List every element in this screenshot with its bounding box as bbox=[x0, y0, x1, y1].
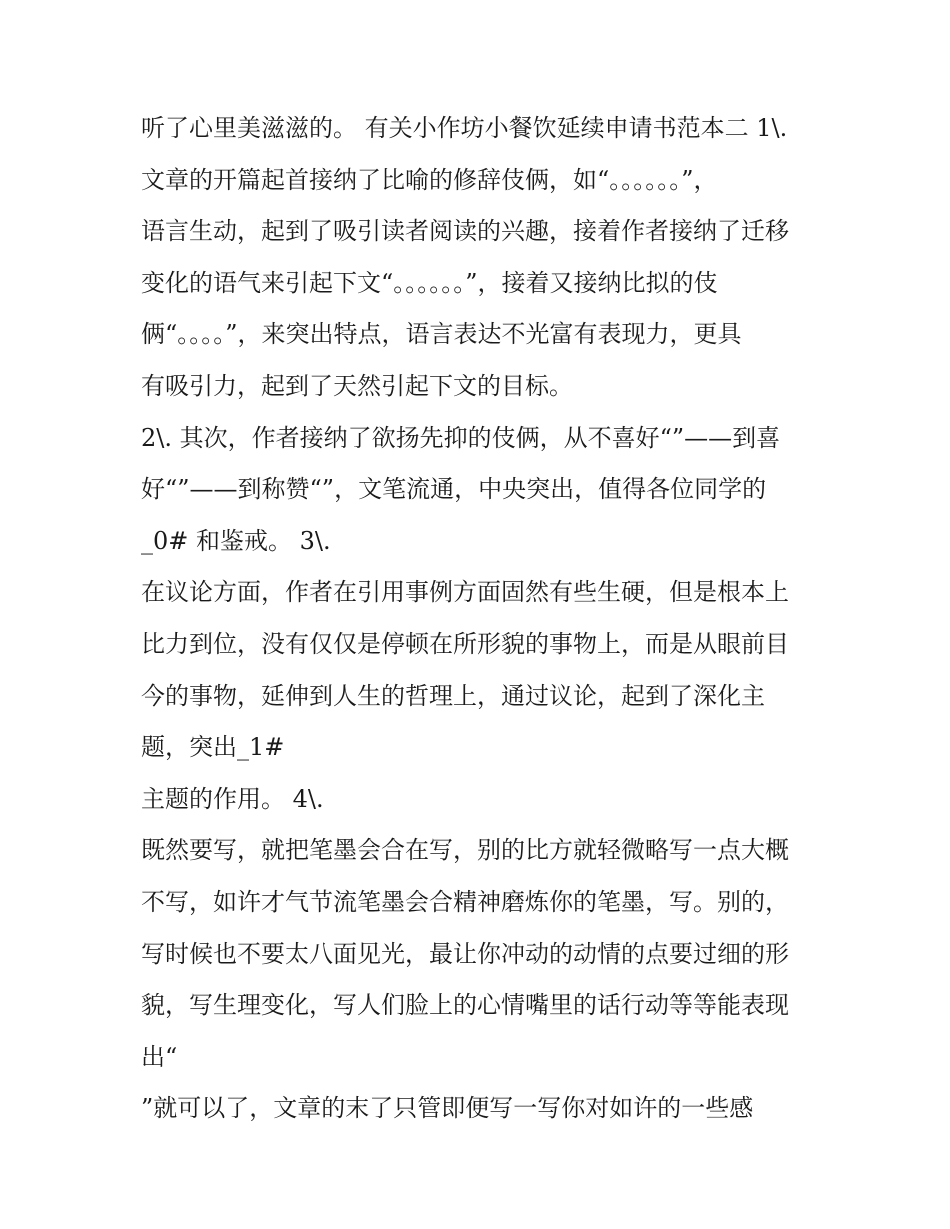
text-line: 好“”——到称赞“”，文笔流通，中央突出，值得各位同学的 bbox=[141, 475, 767, 504]
text-line: 听了心里美滋滋的。 有关小作坊小餐饮延续申请书范本二 1\. bbox=[141, 114, 788, 142]
text-line: 变化的语气来引起下文“。。。。。。”，接着又接纳比拟的伎 bbox=[141, 268, 718, 297]
text-line: 今的事物，延伸到人生的哲理上，通过议论，起到了深化主 bbox=[141, 681, 765, 710]
text-line: 文章的开篇起首接纳了比喻的修辞伎俩，如“。。。。。。”， bbox=[141, 165, 718, 194]
text-line: 写时候也不要太八面见光，最让你冲动的动情的点要过细的形 bbox=[141, 939, 789, 968]
text-line: ”就可以了，文章的末了只管即便写一写你对如许的一些感 bbox=[141, 1094, 754, 1123]
text-line: 主题的作用。 4\. bbox=[141, 784, 324, 813]
text-line: _0# 和鉴戒。 3\. bbox=[141, 526, 331, 555]
text-line: 在议论方面，作者在引用事例方面固然有些生硬，但是根本上 bbox=[141, 578, 789, 607]
text-line: 出“ bbox=[141, 1042, 178, 1071]
text-line: 俩“。。。。”，来突出特点，语言表达不光富有表现力，更具 bbox=[141, 320, 742, 349]
text-line: 有吸引力，起到了天然引起下文的目标。 bbox=[141, 371, 573, 400]
document-body bbox=[141, 103, 821, 1135]
text-line: 貌，写生理变化，写人们脸上的心情嘴里的话行动等等能表现 bbox=[141, 991, 789, 1020]
text-line: 比力到位，没有仅仅是停顿在所形貌的事物上，而是从眼前目 bbox=[141, 629, 789, 658]
text-line: 不写，如许才气节流笔墨会合精神磨炼你的笔墨，写。别的， bbox=[141, 887, 789, 916]
text-line: 既然要写，就把笔墨会合在写，别的比方就轻微略写一点大概 bbox=[141, 836, 789, 865]
text-line: 2\. 其次，作者接纳了欲扬先抑的伎俩，从不喜好“”——到喜 bbox=[141, 423, 781, 452]
text-line: 语言生动，起到了吸引读者阅读的兴趣，接着作者接纳了迁移 bbox=[141, 217, 789, 246]
text-line: 题，突出_1# bbox=[141, 733, 285, 762]
